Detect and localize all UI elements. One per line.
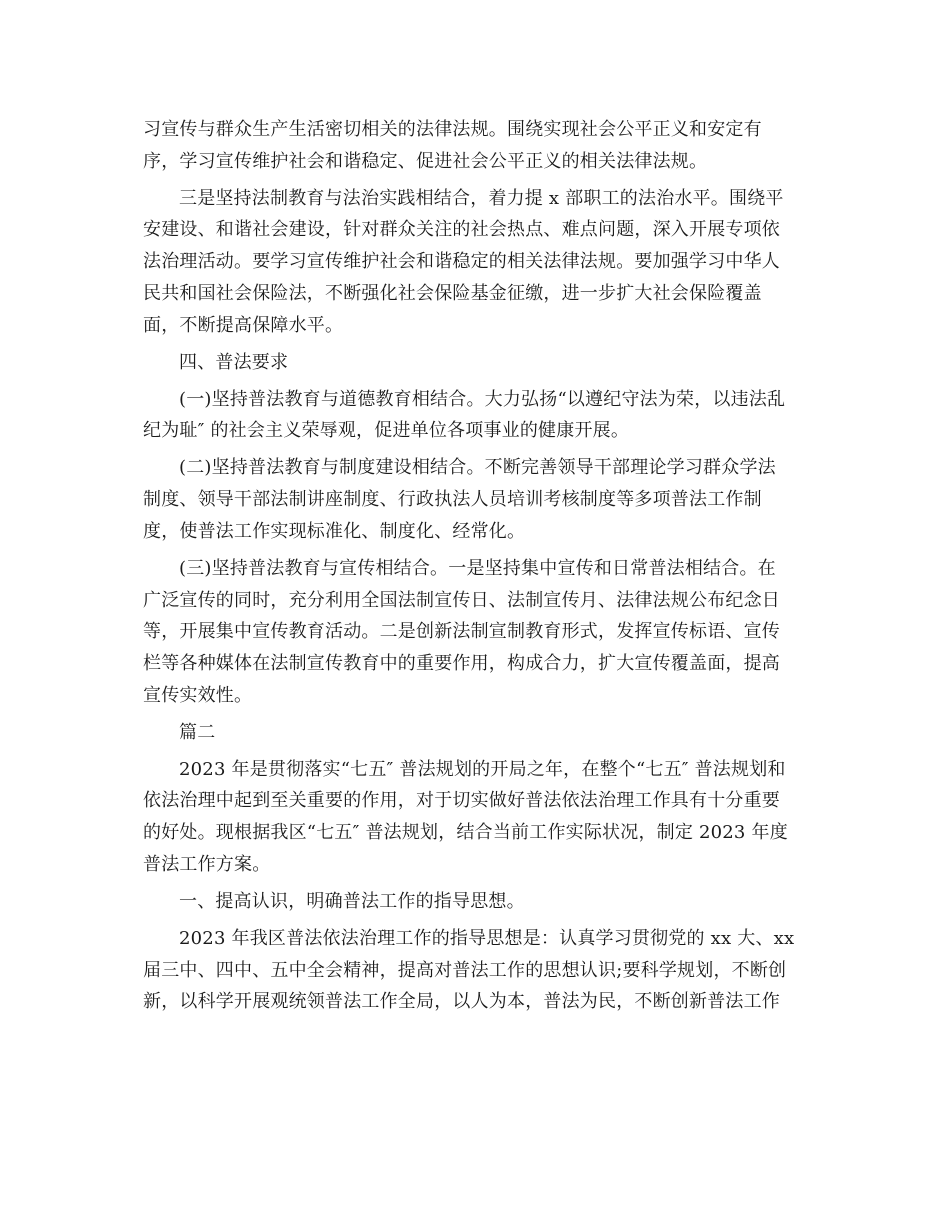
text-line: 的好处。现根据我区“七五″ 普法规划，结合当前工作实际状况，制定 2023 年度: [143, 822, 788, 844]
text-line: 宣传实效性。: [143, 684, 253, 706]
body-paragraph: [143, 384, 808, 447]
text-line: 广泛宣传的同时，充分利用全国法制宣传日、法制宣传月、法律法规公布纪念日: [143, 589, 780, 611]
text-line: (一)坚持普法教育与道德教育相结合。大力弘扬“以遵纪守法为荣，以违法乱: [179, 388, 786, 410]
text-line: (三)坚持普法教育与宣传相结合。一是坚持集中宣传和日常普法相结合。在: [179, 557, 776, 579]
text-line: (二)坚持普法教育与制度建设相结合。不断完善领导干部理论学习群众学法: [179, 457, 776, 479]
text-line: 等，开展集中宣传教育活动。二是创新法制宣制教育形式，发挥宣传标语、宣传: [143, 621, 780, 643]
text-line: 安建设、和谐社会建设，针对群众关注的社会热点、难点问题，深入开展专项依: [143, 219, 780, 241]
text-line: 栏等各种媒体在法制宣传教育中的重要作用，构成合力，扩大宣传覆盖面，提高: [143, 652, 780, 674]
text-line: 法治理活动。要学习宣传维护社会和谐稳定的相关法律法规。要加强学习中华人: [143, 251, 780, 273]
body-paragraph: [143, 452, 808, 547]
text-line: 三是坚持法制教育与法治实践相结合，着力提 x 部职工的法治水平。围绕平: [179, 187, 784, 209]
body-paragraph: [143, 183, 808, 341]
body-paragraph: [143, 923, 808, 1018]
text-line: 普法工作方案。: [143, 853, 271, 875]
continuation-paragraph: [143, 114, 808, 177]
text-line: 纪为耻″ 的社会主义荣辱观，促进单位各项事业的健康开展。: [143, 420, 630, 442]
text-line: 届三中、四中、五中全会精神，提高对普法工作的思想认识;要科学规划，不断创: [143, 959, 787, 981]
section-heading: 一、提高认识，明确普法工作的指导思想。: [179, 890, 525, 912]
text-line: 依法治理中起到至关重要的作用，对于切实做好普法依法治理工作具有十分重要: [143, 790, 780, 812]
text-line: 新，以科学开展观统领普法工作全局，以人为本，普法为民，不断创新普法工作: [143, 991, 780, 1013]
text-line: 序，学习宣传维护社会和谐稳定、促进社会公平正义的相关法律法规。: [143, 150, 708, 172]
body-paragraph: [143, 553, 808, 711]
text-line: 制度、领导干部法制讲座制度、行政执法人员培训考核制度等多项普法工作制: [143, 489, 762, 511]
section-heading: 篇二: [179, 721, 216, 743]
text-line: 面，不断提高保障水平。: [143, 314, 344, 336]
text-line: 2023 年是贯彻落实“七五″ 普法规划的开局之年，在整个“七五″ 普法规划和: [179, 758, 786, 780]
text-line: 民共和国社会保险法，不断强化社会保险基金征缴，进一步扩大社会保险覆盖: [143, 282, 762, 304]
text-line: 度，使普法工作实现标准化、制度化、经常化。: [143, 520, 526, 542]
section-heading: 四、普法要求: [179, 351, 289, 373]
body-paragraph: [143, 754, 808, 881]
text-line: 习宣传与群众生产生活密切相关的法律法规。围绕实现社会公平正义和安定有: [143, 119, 762, 140]
text-line: 2023 年我区普法依法治理工作的指导思想是：认真学习贯彻党的 xx 大、xx: [179, 928, 795, 950]
document-body: [143, 114, 808, 1018]
